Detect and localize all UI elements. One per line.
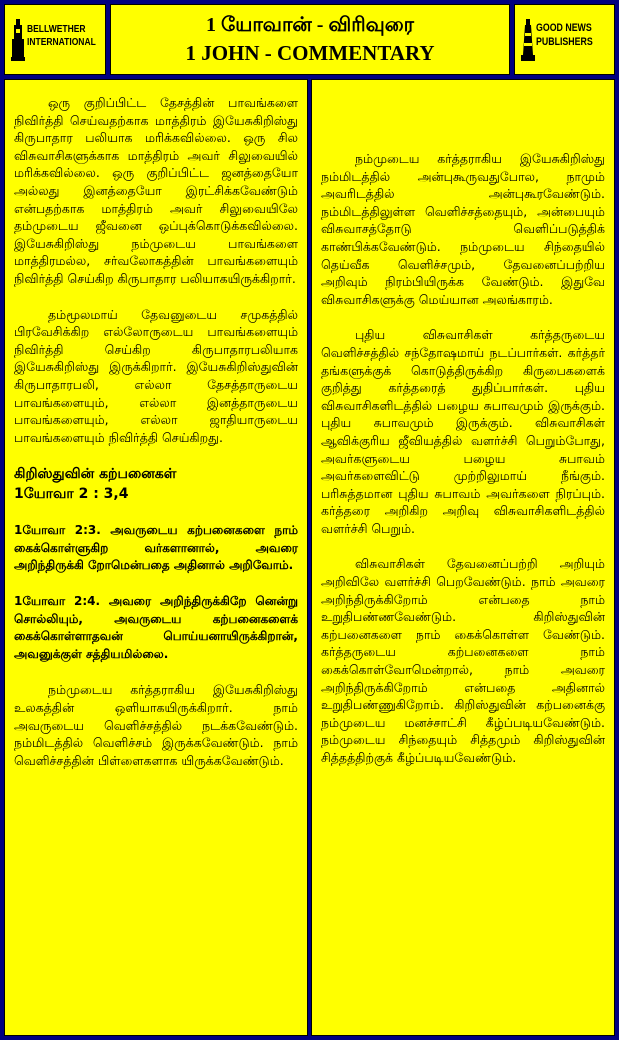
right-paragraph-3: விசுவாசிகள் தேவனைப்பற்றி அறியும் அறிவிலே வளர்ச்சி பெறவேண்டும். நாம் அவரை அறிந்திருக்கிறோம் என்பதை நாம் உறுதிபண்ணவேண்டும். கிறிஸ்துவின் கற்பனைகளை நாம் கைக்கொள்ள வேண்டும். கர்த்தருடைய கற்பனைகளை நாம் கைக்கொள்வோமென்றால், நாம் அவரை அறிந்திருக்கிறோம் என்பதை அதினால் உறுதிபண்ணுகிறோம். கிறிஸ்துவின் கற்பனைக்கு நம்முடைய மனச்சாட்சி கீழ்ப்படியவேண்டும். நம்முடைய சிந்தையும் சித்தமும் கிறிஸ்துவின் சித்தத்திற்குக் கீழ்ப்படியவேண்டும். [321, 556, 605, 765]
page-title-english: 1 JOHN - COMMENTARY [185, 41, 435, 65]
logo-right-line2: PUBLISHERS [536, 36, 593, 48]
right-column [311, 79, 615, 1036]
bellwether-logo [4, 4, 106, 75]
right-paragraph-2: புதிய விசுவாசிகள் கர்த்தருடைய வெளிச்சத்தில் சந்தோஷமாய் நடப்பார்கள். கர்த்தர் தங்களுக்குக் கொடுத்திருக்கிற கிருபைகளைக் குறித்து கர்த்தரைத் துதிப்பார்கள். புதிய விசுவாசிகளிடத்தில் பழைய சுபாவமும் இருக்கும். புதிய சுபாவமும் இருக்கும். விசுவாசிகள் ஆவிக்குரிய ஜீவியத்தில் வளர்ச்சி பெறும்போது, அவர்களுடைய பழைய சுபாவம் அவர்களைவிட்டு முற்றிலுமாய் நீங்கும். பரிசுத்தமான புதிய சுபாவம் அவர்களை நிரப்பும். கர்த்தரை அறிகிற அறிவு விசுவாசிகளிடத்தில் வளர்ச்சி பெறும். [321, 327, 605, 536]
verse-2: 1யோவா 2:4. அவரை அறிந்திருக்கிறே னென்று சொல்லியும், அவருடைய கற்பனைகளைக் கைக்கொள்ளாதவன் பொய்யனாயிருக்கிறான், அவனுக்குள் சத்தியமில்லை. [14, 594, 298, 661]
left-column [4, 79, 308, 1036]
page-title-tamil: 1 யோவான் - விரிவுரை [206, 14, 414, 36]
page-title-box [110, 4, 510, 75]
right-paragraph-1: நம்முடைய கர்த்தராகிய இயேசுகிறிஸ்து நம்மிடத்தில் அன்புகூருவதுபோல, நாமும் அவரிடத்தில் அன்புகூரவேண்டும். நம்மிடத்திலுள்ள வெளிச்சத்தையும், அன்பையும் விசுவாசத்தோடு வெளிப்படுத்திக் காண்பிக்கவேண்டும். நம்முடைய சிந்தையில் தெய்வீக வெளிச்சமும், தேவனைப்பற்றிய அறிவும் நிரம்பியிருக்க வேண்டும். இதுவே விசுவாசிகளுக்கு மெய்யான அலங்காரம். [321, 151, 605, 307]
logo-left-line2: INTERNATIONAL [27, 37, 96, 48]
left-paragraph-3: நம்முடைய கர்த்தராகிய இயேசுகிறிஸ்து உலகத்தின் ஒளியாகயிருக்கிறார். நாம் அவருடைய வெளிச்சத்தில் நடக்கவேண்டும். நம்மிடத்தில் வெளிச்சம் இருக்கவேண்டும். நாம் வெளிச்சத்தின் பிள்ளைகளாக யிருக்கவேண்டும். [14, 682, 298, 768]
verse-1: 1யோவா 2:3. அவருடைய கற்பனைகளை நாம் கைக்கொள்ளுகிற வர்களானால், அவரை அறிந்திருக்கி றோமென்பதை அதினால் அறிவோம். [14, 523, 298, 573]
left-paragraph-1: ஒரு குறிப்பிட்ட தேசத்தின் பாவங்களை நிவிர்த்தி செய்வதற்காக மாத்திரம் இயேசுகிறிஸ்து கிருபாதார பலியாக மரிக்கவில்லை. ஒரு சில விசுவாசிகளுக்காக மாத்திரம் அவர் சிலுவையில் மரிக்கவில்லை. ஒரு குறிப்பிட்ட ஜனத்தையோ அல்லது இனத்தையோ இரட்சிக்கவேண்டும் என்பதற்காக மாத்திரம் அவர் சிலுவையிலே தம்முடைய ஜீவனை ஒப்புக்கொடுக்கவில்லை. இயேசுகிறிஸ்து நம்முடைய பாவங்களை மாத்திரமல்ல, சர்வலோகத்தின் பாவங்களையும் நிவிர்த்தி செய்கிற கிருபாதார பலியாகயிருக்கிறார். [14, 95, 298, 286]
bell-tower-icon [11, 19, 25, 61]
section-heading-reference: 1யோவா 2 : 3,4 [14, 486, 129, 503]
section-heading: கிறிஸ்துவின் கற்பனைகள் [14, 466, 177, 483]
good-news-logo [514, 4, 615, 75]
logo-left-line1: BELLWETHER [27, 24, 86, 35]
lighthouse-icon [521, 19, 535, 61]
logo-right-line1: GOOD NEWS [536, 22, 592, 34]
left-paragraph-2: தம்மூலமாய் தேவனுடைய சமுகத்தில் பிரவேசிக்கிற எல்லோருடைய பாவங்களையும் நிவிர்த்தி செய்கிற கிருபாதாரபலியாக இயேசுகிறிஸ்து இருக்கிறார். இயேசுகிறிஸ்துவின் கிருபாதாரபலி, எல்லா தேசத்தாருடைய பாவங்களையும், எல்லா இனத்தாருடைய பாவங்களையும், எல்லா ஜாதியாருடைய பாவங்களையும் நிவிர்த்தி செய்கிறது. [14, 306, 298, 445]
